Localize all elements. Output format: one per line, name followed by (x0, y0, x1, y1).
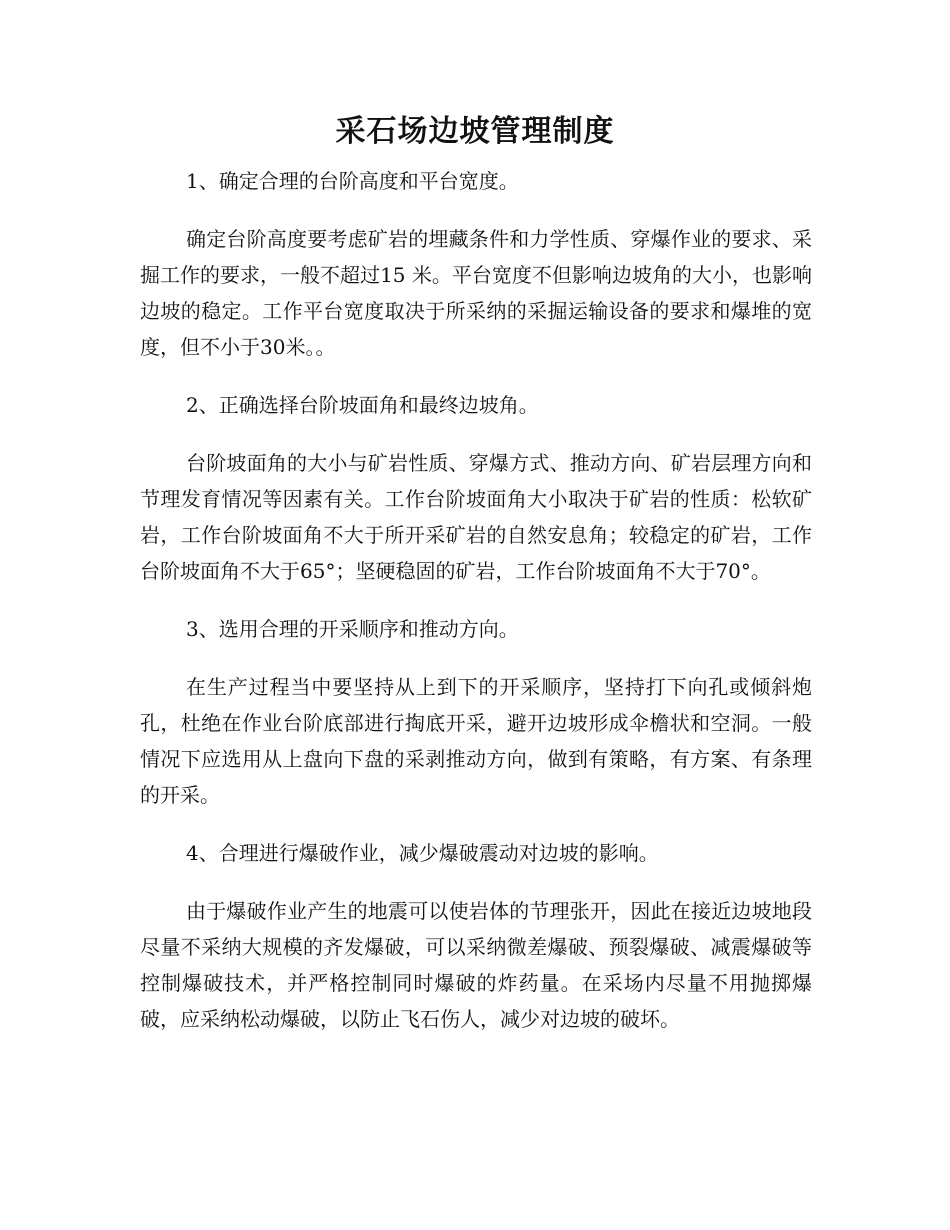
section-heading-2: 2、正确选择台阶坡面角和最终边坡角。 (186, 393, 539, 417)
section-paragraph-1: 确定台阶高度要考虑矿岩的埋藏条件和力学性质、穿爆作业的要求、采掘工作的要求，一般不超过15 米。平台宽度不但影响边坡角的大小，也影响边坡的稳定。工作平台宽度取决于所采纳的采掘运输设备的要求和爆堆的宽度，但不小于30米。。 (140, 227, 812, 359)
section-heading-3: 3、选用合理的开采顺序和推动方向。 (186, 617, 519, 641)
section-heading-4: 4、合理进行爆破作业，减少爆破震动对边坡的影响。 (186, 841, 659, 865)
section-paragraph-2: 台阶坡面角的大小与矿岩性质、穿爆方式、推动方向、矿岩层理方向和节理发育情况等因素有关。工作台阶坡面角大小取决于矿岩的性质：松软矿岩，工作台阶坡面角不大于所开采矿岩的自然安息角；较稳定的矿岩，工作台阶坡面角不大于65°；坚硬稳固的矿岩，工作台阶坡面角不大于70°。 (140, 451, 812, 583)
document-title: 采石场边坡管理制度 (335, 114, 615, 149)
section-paragraph-3: 在生产过程当中要坚持从上到下的开采顺序，坚持打下向孔或倾斜炮孔，杜绝在作业台阶底部进行掏底开采，避开边坡形成伞檐状和空洞。一般情况下应选用从上盘向下盘的采剥推动方向，做到有策略，有方案、有条理的开采。 (140, 675, 812, 807)
document-body (140, 163, 812, 1059)
section-heading-1: 1、确定合理的台阶高度和平台宽度。 (186, 169, 519, 193)
section-paragraph-4: 由于爆破作业产生的地震可以使岩体的节理张开，因此在接近边坡地段尽量不采纳大规模的齐发爆破，可以采纳微差爆破、预裂爆破、减震爆破等控制爆破技术，并严格控制同时爆破的炸药量。在采场内尽量不用抛掷爆破，应采纳松动爆破，以防止飞石伤人，减少对边坡的破坏。 (140, 899, 812, 1031)
